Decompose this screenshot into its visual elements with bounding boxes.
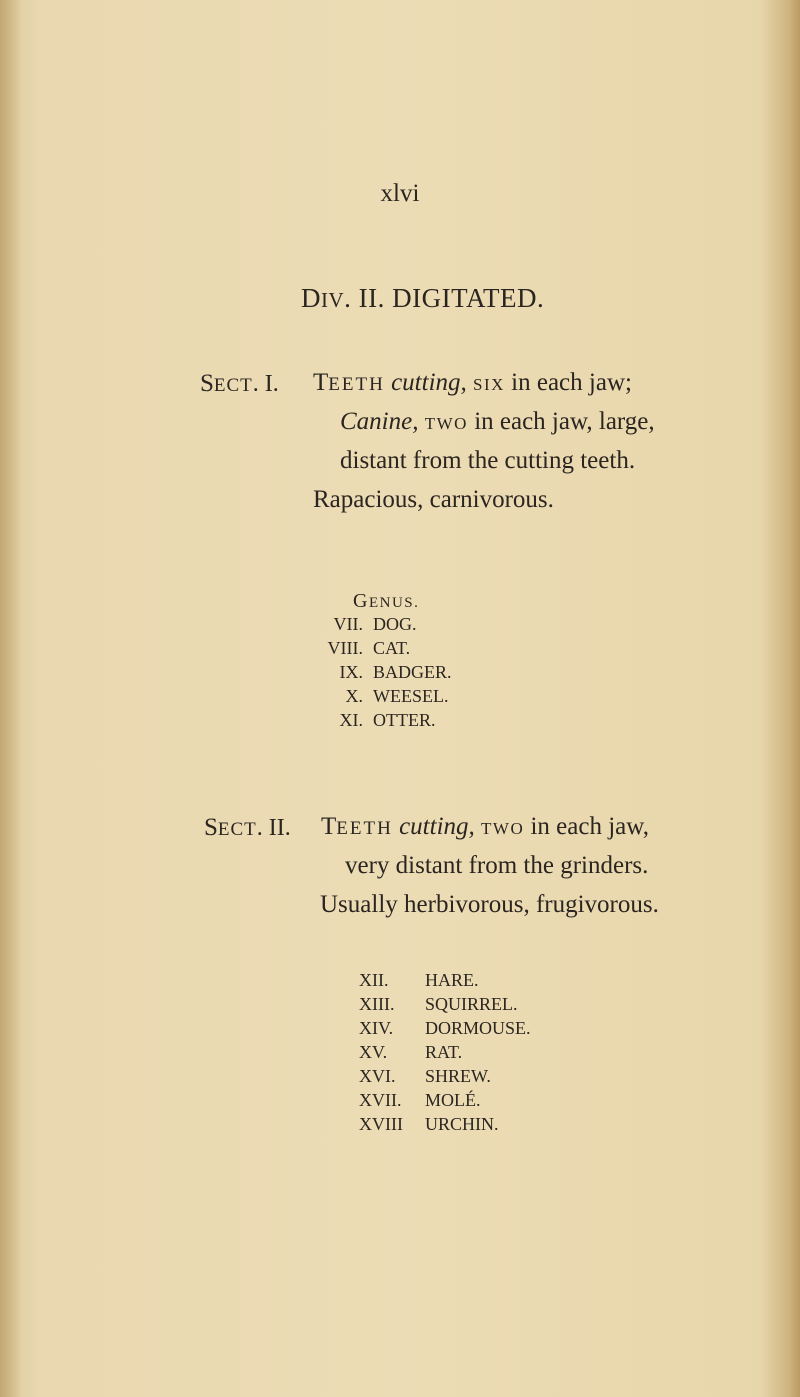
genus-name: URCHIN. [425,1114,499,1134]
genus-name: HARE. [425,970,479,990]
genus-row [303,636,452,660]
italic-term: cutting, [399,813,475,840]
section-1-label-cap: S [200,370,214,397]
italic-term: Canine, [340,408,419,435]
section-1-line-2 [340,408,655,436]
genus-name: SHREW. [425,1066,491,1086]
section-2-label [204,814,291,842]
section-2-line-2: very distant from the grinders. [345,852,649,879]
genus-number: XI. [339,710,363,730]
kw-cap: T [321,813,337,840]
genus-number: XIV. [359,1018,394,1038]
section-2-label-cap: S [204,814,218,841]
genus-name: DORMOUSE. [425,1018,531,1038]
genus-row [303,660,452,684]
genus-row [359,1040,531,1064]
genus-name: RAT. [425,1042,463,1062]
genus-header-rest: ENUS. [368,595,420,611]
genus-name: WEESEL. [373,686,449,706]
genus-row [303,684,452,708]
genus-row [359,992,531,1016]
section-2-line-3: Usually herbivorous, frugivorous. [320,891,659,918]
genus-number: VIII. [327,638,363,658]
count-smallcaps: TWO [424,414,468,433]
line-rest: in each jaw, [530,813,649,840]
section-1-line-3: distant from the cutting teeth. [340,447,636,474]
genus-number: XIII. [359,994,395,1014]
division-prefix-rest: IV [321,288,345,312]
genus-row [359,1064,531,1088]
section-1-label [200,370,279,398]
genus-name: CAT. [373,638,411,658]
genus-row [303,708,452,732]
genus-header-cap: G [353,590,369,612]
section-1-line-1 [313,369,632,397]
page-edge-shadow [0,0,22,1397]
genus-name: BADGER. [373,662,452,682]
genus-row [359,1088,531,1112]
line-rest: in each jaw; [511,369,632,396]
genus-list-1 [303,612,452,732]
section-2-label-rest: ECT [217,819,257,840]
section-2-line-1 [321,813,649,841]
genus-list-2 [359,968,531,1136]
genus-number: VII. [333,614,363,634]
division-numeral: . II. [344,283,385,313]
kw-rest: EETH [336,818,393,839]
genus-number: XVII. [359,1090,402,1110]
line-rest: in each jaw, large, [474,408,655,435]
section-1-line-4: Rapacious, carnivorous. [313,486,554,513]
genus-name: MOLÉ. [425,1090,481,1110]
section-1-label-rest: ECT [213,375,253,396]
genus-name: OTTER. [373,710,436,730]
genus-number: X. [345,686,363,706]
count-smallcaps: TWO [481,819,525,838]
genus-header [353,590,419,613]
section-2-label-numeral: . II. [256,815,291,841]
genus-row [359,1112,531,1136]
italic-term: cutting, [391,369,467,396]
genus-number: XVIII [359,1114,403,1134]
genus-number: XII. [359,970,389,990]
division-heading [301,283,544,314]
division-title: DIGITATED. [392,283,545,313]
genus-name: DOG. [373,614,417,634]
genus-row [359,1016,531,1040]
genus-number: XVI. [359,1066,396,1086]
kw-rest: EETH [328,374,385,395]
genus-name: SQUIRREL. [425,994,518,1014]
kw-cap: T [313,369,329,396]
folio: xlvi [380,180,420,207]
genus-number: IX. [339,662,363,682]
section-1-label-numeral: . I. [252,371,279,397]
genus-row [303,612,452,636]
division-prefix-cap: D [301,283,321,313]
genus-number: XV. [359,1042,388,1062]
count-smallcaps: SIX [473,375,505,394]
genus-row [359,968,531,992]
